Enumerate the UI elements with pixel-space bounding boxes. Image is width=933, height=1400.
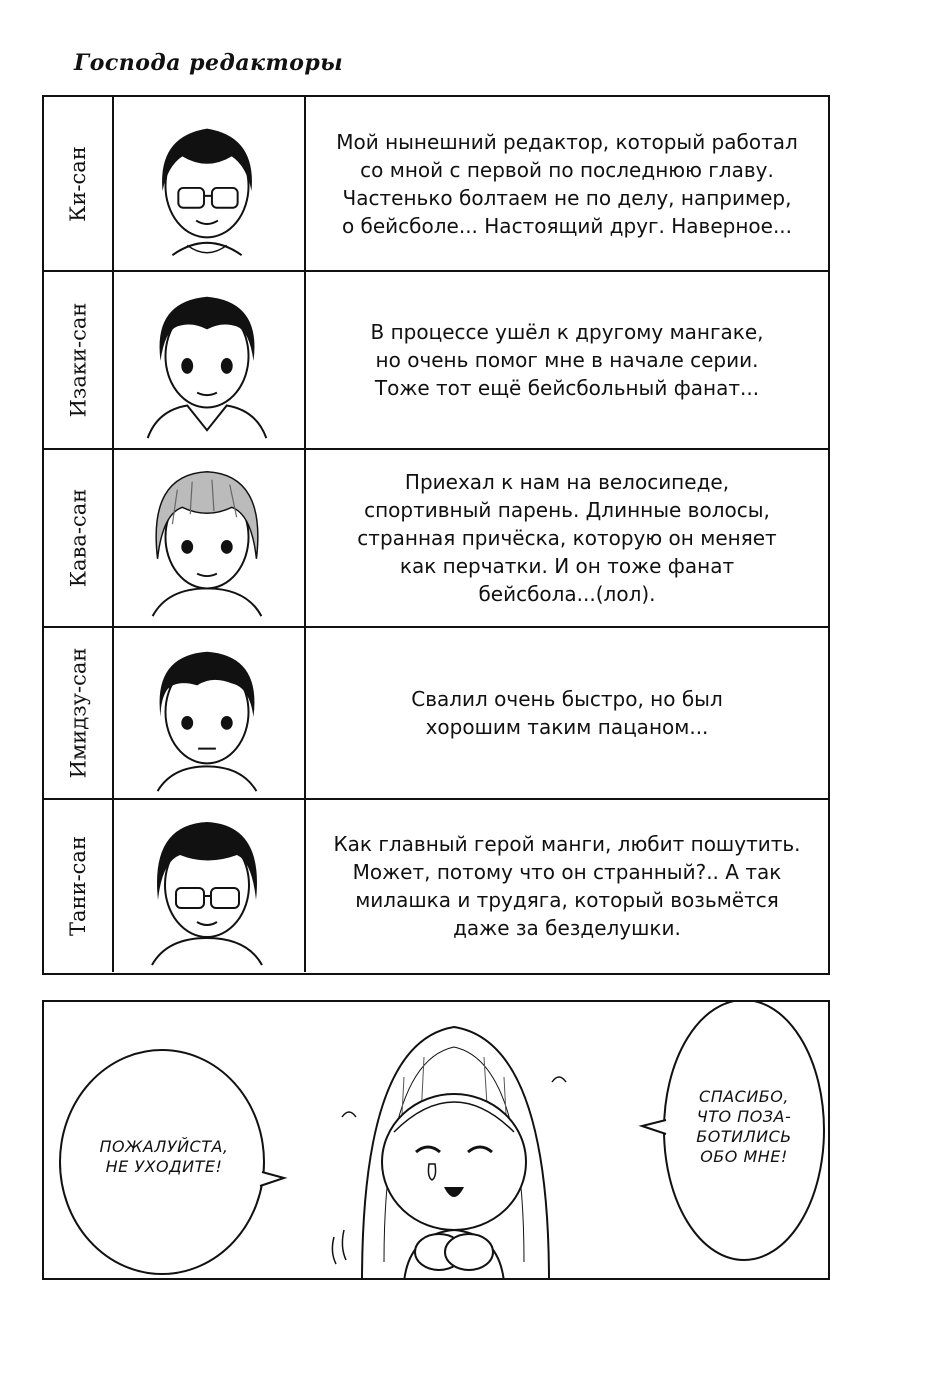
name-cell [44, 800, 114, 972]
right-bubble-text: СПАСИБО, ЧТО ПОЗА- БОТИЛИСЬ ОБО МНЕ! [696, 1087, 792, 1166]
editor-portrait-imidzu [112, 628, 302, 798]
editor-name: Ки-сан [66, 145, 90, 222]
editor-portrait-tani [112, 800, 302, 972]
editor-portrait-ki [112, 97, 302, 270]
name-cell [44, 450, 114, 626]
editor-row-ki [44, 97, 828, 272]
desc-cell [306, 800, 828, 972]
editor-description: В процессе ушёл к другому мангаке, но очень помог мне в начале серии. Тоже тот ещё бейсбольный фанат... [370, 320, 764, 400]
desc-cell [306, 450, 828, 626]
editor-description: Приехал к нам на велосипеде, спортивный парень. Длинные волосы, странная причёска, которую он меняет как перчатки. И он тоже фанат бейсбола...(лол). [357, 470, 777, 606]
desc-cell [306, 272, 828, 448]
portrait-cell [112, 97, 306, 270]
editor-row-kava [44, 450, 828, 628]
editor-portrait-izaki [112, 272, 302, 448]
name-cell [44, 97, 114, 270]
editor-name: Изаки-сан [66, 302, 91, 418]
editor-description: Свалил очень быстро, но был хорошим таким пацаном... [411, 687, 723, 739]
portrait-cell [112, 450, 306, 626]
portrait-cell [112, 272, 306, 448]
desc-cell [306, 628, 828, 798]
editor-name: Имидзу-сан [66, 647, 91, 779]
girl-character [332, 1027, 566, 1280]
portrait-cell [112, 800, 306, 972]
comic-panel [42, 1000, 830, 1280]
editor-row-izaki [44, 272, 828, 450]
left-bubble-text: ПОЖАЛУЙСТА, НЕ УХОДИТЕ! [99, 1137, 229, 1176]
name-cell [44, 628, 114, 798]
editor-name: Тани-сан [66, 836, 90, 936]
editor-row-imidzu [44, 628, 828, 800]
name-cell [44, 272, 114, 448]
portrait-cell [112, 628, 306, 798]
page-title: Господа редакторы [74, 50, 344, 76]
desc-cell [306, 97, 828, 270]
editor-name: Кава-сан [66, 488, 90, 588]
editor-row-tani [44, 800, 828, 972]
editors-table [42, 95, 830, 975]
editor-portrait-kava [112, 450, 302, 626]
editor-description: Как главный герой манги, любит пошутить. Может, потому что он странный?.. А так милашка и трудяга, который возьмётся даже за безделушки. [333, 832, 801, 940]
editor-description: Мой нынешний редактор, который работал со мной с первой по последнюю главу. Частенько болтаем не по делу, например, о бейсболе... Настоящий друг. Наверное... [336, 129, 798, 238]
